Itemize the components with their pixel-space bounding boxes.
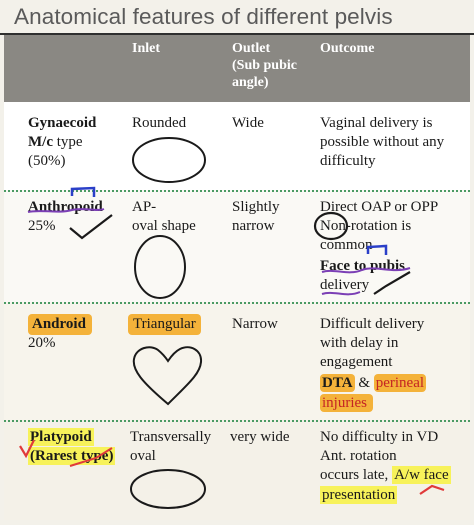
row-platypoid-outcome-1: No difficulty in VD	[320, 429, 439, 445]
row-divider	[4, 420, 470, 422]
row-anthropoid-name: Anthropoid	[28, 199, 103, 215]
row-gynaecoid-sub1: M/c type	[28, 134, 83, 150]
row-gynaecoid-outcome-2: possible without any	[320, 134, 445, 150]
row-gynaecoid-outlet: Wide	[232, 115, 264, 131]
ampersand: &	[358, 375, 370, 391]
row-android-outcome-3: engagement	[320, 354, 393, 370]
row-gynaecoid-outcome-1: Vaginal delivery is	[320, 115, 433, 131]
header-outlet	[232, 40, 297, 91]
row-gynaecoid-inlet: Rounded	[132, 115, 187, 131]
occurs-late-text: occurs late,	[320, 467, 389, 483]
header-outlet-line1: Outlet	[232, 41, 271, 56]
row-android-outcome-5: injuries	[320, 394, 373, 413]
row-platypoid-outcome-2: Ant. rotation	[320, 448, 397, 464]
row-anthropoid-outcome-3: common	[320, 237, 373, 253]
row-platypoid-inlet-2: oval	[130, 448, 156, 464]
dta-label: DTA	[322, 375, 353, 391]
page-title: Anatomical features of different pelvis	[14, 4, 393, 29]
row-anthropoid-inlet-2: oval shape	[132, 218, 196, 234]
row-anthropoid-outcome-5: delivery	[320, 277, 370, 293]
row-gynaecoid-outcome-3: difficulty	[320, 153, 376, 169]
header-outlet-line2: (Sub pubic	[232, 58, 297, 73]
row-android-sub1: 20%	[28, 335, 56, 351]
row-android-outcome-2: with delay in	[320, 335, 399, 351]
row-android-outcome-1: Difficult delivery	[320, 316, 425, 332]
header-outcome: Outcome	[320, 41, 375, 56]
row-anthropoid-inlet-1: AP-	[132, 199, 157, 215]
circle-shape	[130, 135, 210, 185]
perineal-label: perineal	[375, 375, 425, 391]
heart-shape	[128, 340, 208, 410]
row-anthropoid-outlet-1: Slightly	[232, 199, 280, 215]
header-inlet: Inlet	[132, 41, 160, 56]
horizontal-oval-shape	[128, 466, 210, 512]
aw-face-text: A/w face	[394, 467, 449, 483]
row-platypoid-name: Platypoid	[30, 429, 92, 445]
row-android-outlet: Narrow	[232, 316, 278, 332]
row-divider	[4, 190, 470, 192]
header-outlet-line3: angle)	[232, 75, 269, 90]
row-anthropoid-outcome-4: Face to pubis	[320, 258, 406, 274]
row-anthropoid-outlet-2: narrow	[232, 218, 275, 234]
row-gynaecoid-name: Gynaecoid	[28, 115, 97, 131]
vertical-oval-shape	[130, 232, 190, 302]
row-gynaecoid-sub2: (50%)	[28, 153, 66, 169]
row-platypoid-outcome-4: presentation	[322, 487, 396, 503]
row-anthropoid-outcome-1: Direct OAP or OPP	[320, 199, 439, 215]
row-platypoid-inlet-1: Transversally	[130, 429, 212, 445]
row-divider	[4, 302, 470, 304]
row-anthropoid-outcome-2: Non-rotation is	[320, 218, 412, 234]
row-platypoid-outcome-3	[320, 466, 451, 485]
row-platypoid-sub1: (Rarest type)	[30, 448, 114, 464]
row-anthropoid-sub1: 25%	[28, 218, 56, 234]
row-android-name: Android	[28, 315, 92, 334]
row-android-outcome-4	[320, 374, 426, 393]
row-platypoid-outlet: very wide	[230, 429, 290, 445]
row-android-inlet: Triangular	[128, 315, 201, 334]
